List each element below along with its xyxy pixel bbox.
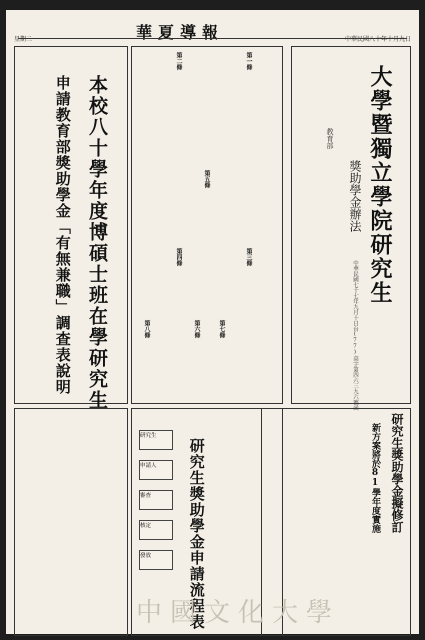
page-weekday: 星期二 [14, 36, 33, 43]
watermark: 中國文化大學 [136, 598, 341, 628]
flow-box-5: 發放 [139, 550, 173, 570]
flowchart-title: 研究生獎助學金申請流程表 [187, 438, 206, 630]
main-article-issuer: 教育部 [326, 128, 334, 149]
flow-box-1: 研究生 [139, 430, 173, 450]
newspaper-page [6, 10, 419, 634]
section-6-label: 第六條 [193, 320, 200, 338]
section-7-label: 第七條 [218, 320, 225, 338]
section-5-label: 第五條 [203, 170, 210, 188]
main-article-title: 大學暨獨立學院研究生 [367, 65, 393, 305]
survey-article-subtitle: 申請教育部獎助學金「有無兼職」調查表說明 [53, 75, 72, 395]
section-3-label: 第三條 [245, 248, 252, 266]
survey-article-title: 本校八十學年度博碩士班在學研究生 [85, 75, 108, 411]
middle-article-frame [131, 46, 283, 404]
notice-title: 研究生獎助學金擬修訂 [390, 413, 404, 533]
section-8-label: 第八條 [143, 320, 150, 338]
flow-box-2: 申請人 [139, 460, 173, 480]
section-4-label: 第四條 [175, 248, 182, 266]
flow-box-3: 審查 [139, 490, 173, 510]
notice-subtitle: 新方案將於81學年度實施 [370, 423, 380, 533]
flow-box-4: 核定 [139, 520, 173, 540]
main-article-subtitle: 獎助學金辦法 [348, 160, 362, 232]
header-rule [18, 38, 407, 39]
section-1-label: 第一條 [245, 52, 252, 70]
bottom-left-frame [14, 408, 128, 636]
section-2-label: 第二條 [175, 52, 182, 70]
masthead: 華夏導報 [136, 23, 225, 42]
page-date: 中華民國八十年十月九日 [344, 36, 411, 43]
main-article-dates: 中華民國七十七年九月十日台(77)高字第四六三九六號函 [352, 260, 358, 411]
